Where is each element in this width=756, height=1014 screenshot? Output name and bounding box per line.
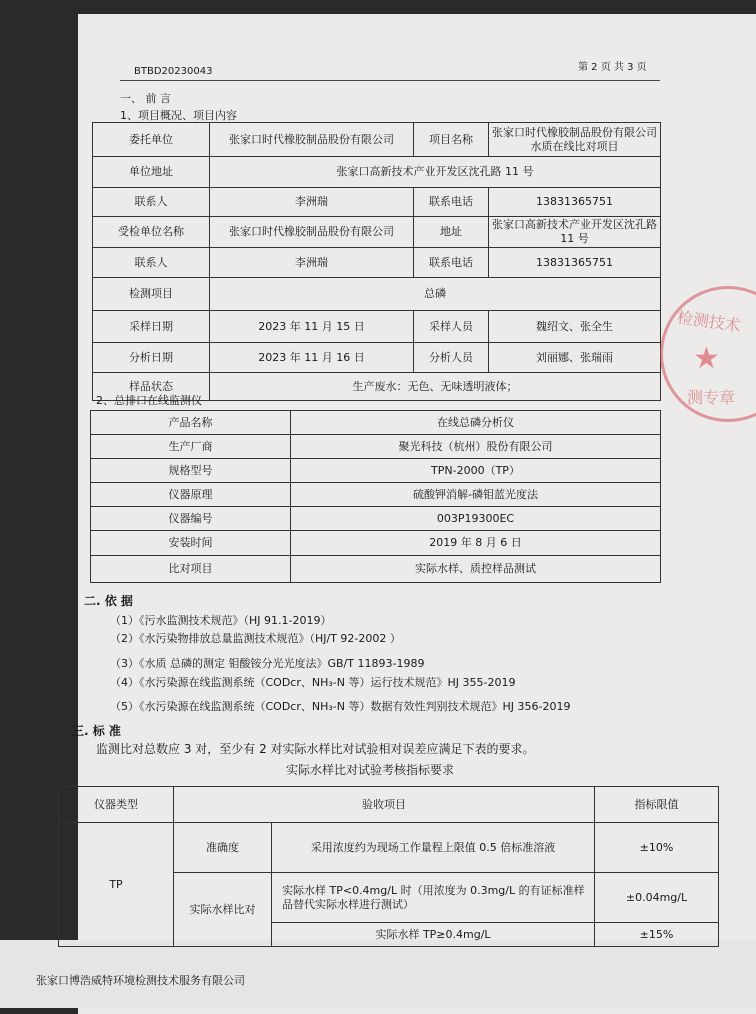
cell-accuracy-limit: ±10% <box>595 823 719 873</box>
instrument-row <box>91 411 661 435</box>
cell-compare-desc-2: 实际水样 TP≥0.4mg/L <box>272 923 595 947</box>
reference-2: （2）《水污染物排放总量监测技术规范》（HJ/T 92-2002 ） <box>110 632 401 645</box>
reference-4: （4）《水污染源在线监测系统（CODcr、NH₃-N 等）运行技术规范》HJ 355-2019 <box>110 676 516 689</box>
cell-contact2-label: 联系人 <box>93 248 210 278</box>
header-instrument-type: 仪器类型 <box>59 787 174 823</box>
instrument-row <box>91 556 661 583</box>
cell-addr: 张家口高新技术产业开发区沈孔路 11 号 <box>489 217 661 248</box>
subsection-1-1: 1、项目概况、项目内容 <box>120 109 237 122</box>
footer-company: 张家口博浩威特环境检测技术服务有限公司 <box>36 974 245 987</box>
reference-5: （5）《水污染源在线监测系统（CODcr、NH₃-N 等）数据有效性判别技术规范》HJ 356-2019 <box>110 700 571 713</box>
section-2-title: 二. 依 据 <box>84 594 133 608</box>
cell-sample-state-label: 样品状态 <box>93 373 210 401</box>
cell-item: 总磷 <box>210 278 661 311</box>
cell-contact-label: 联系人 <box>93 188 210 217</box>
cell-compare-label: 实际水样比对 <box>174 873 272 947</box>
cell-instrument-type: TP <box>59 823 174 947</box>
standard-table-title: 实际水样比对试验考核指标要求 <box>286 763 455 777</box>
cell-sampling-date: 2023 年 11 月 15 日 <box>210 311 414 343</box>
cell-accuracy-desc: 采用浓度约为现场工作量程上限值 0.5 倍标准溶液 <box>272 823 595 873</box>
section-3-text: 监测比对总数应 3 对，至少有 2 对实际水样比对试验相对误差应满足下表的要求。 <box>96 742 535 756</box>
instrument-row-label: 比对项目 <box>91 556 291 583</box>
instrument-row-value: 2019 年 8 月 6 日 <box>291 531 661 556</box>
cell-sampling-date-label: 采样日期 <box>93 311 210 343</box>
cell-compare-limit-1: ±0.04mg/L <box>595 873 719 923</box>
instrument-row-label: 仪器编号 <box>91 507 291 531</box>
cell-samplers-label: 采样人员 <box>414 311 489 343</box>
cell-phone: 13831365751 <box>489 188 661 217</box>
cell-analysis-date: 2023 年 11 月 16 日 <box>210 343 414 373</box>
subsection-1-2: 2、总排口在线监测仪 <box>96 394 202 407</box>
cell-contact: 李洲瑞 <box>210 188 414 217</box>
section-1-title: 一、 前 言 <box>120 92 171 105</box>
cell-sample-state: 生产废水：无色、无味透明液体； <box>210 373 661 401</box>
header-limit: 指标限值 <box>595 787 719 823</box>
instrument-row <box>91 459 661 483</box>
instrument-row <box>91 435 661 459</box>
instrument-table <box>90 410 661 583</box>
stamp-text-top: 检测技术 <box>675 307 742 336</box>
page-info: 第 2 页 共 3 页 <box>578 62 647 73</box>
stamp-text-bottom: 测专章 <box>687 388 736 407</box>
instrument-row <box>91 531 661 556</box>
instrument-row-value: 聚光科技（杭州）股份有限公司 <box>291 435 661 459</box>
reference-1: （1）《污水监测技术规范》（HJ 91.1-2019） <box>110 614 332 627</box>
cell-project-name: 张家口时代橡胶制品股份有限公司水质在线比对项目 <box>489 123 661 157</box>
cell-client-label: 委托单位 <box>93 123 210 157</box>
cell-inspected: 张家口时代橡胶制品股份有限公司 <box>210 217 414 248</box>
star-icon: ★ <box>693 341 720 376</box>
cell-phone2-label: 联系电话 <box>414 248 489 278</box>
cell-samplers: 魏绍文、张全生 <box>489 311 661 343</box>
instrument-row-label: 仪器原理 <box>91 483 291 507</box>
header-acceptance-item: 验收项目 <box>174 787 595 823</box>
cell-compare-limit-2: ±15% <box>595 923 719 947</box>
cell-item-label: 检测项目 <box>93 278 210 311</box>
cell-unit-addr-label: 单位地址 <box>93 157 210 188</box>
instrument-row-label: 规格型号 <box>91 459 291 483</box>
cell-phone-label: 联系电话 <box>414 188 489 217</box>
header-rule <box>120 80 660 81</box>
cell-contact2: 李洲瑞 <box>210 248 414 278</box>
cell-unit-addr: 张家口高新技术产业开发区沈孔路 11 号 <box>210 157 661 188</box>
cell-addr-label: 地址 <box>414 217 489 248</box>
reference-3: （3）《水质 总磷的测定 钼酸铵分光光度法》GB/T 11893-1989 <box>110 657 425 670</box>
cell-phone2: 13831365751 <box>489 248 661 278</box>
cell-analysis-date-label: 分析日期 <box>93 343 210 373</box>
cell-project-name-label: 项目名称 <box>414 123 489 157</box>
instrument-row-value: 003P19300EC <box>291 507 661 531</box>
instrument-row-label: 生产厂商 <box>91 435 291 459</box>
cell-analysts: 刘丽娜、张瑞雨 <box>489 343 661 373</box>
cell-client: 张家口时代橡胶制品股份有限公司 <box>210 123 414 157</box>
cell-accuracy-label: 准确度 <box>174 823 272 873</box>
instrument-row <box>91 507 661 531</box>
instrument-row-label: 产品名称 <box>91 411 291 435</box>
instrument-row-value: 在线总磷分析仪 <box>291 411 661 435</box>
instrument-row-value: 硫酸钾消解-磷钼蓝光度法 <box>291 483 661 507</box>
cell-compare-desc-1: 实际水样 TP<0.4mg/L 时（用浓度为 0.3mg/L 的有证标准样品替代实际水样进行测试） <box>272 873 595 923</box>
cell-analysts-label: 分析人员 <box>414 343 489 373</box>
instrument-row-label: 安装时间 <box>91 531 291 556</box>
instrument-row-value: 实际水样、质控样品测试 <box>291 556 661 583</box>
project-info-table <box>92 122 661 401</box>
section-3-title: 三. 标 准 <box>72 724 121 738</box>
instrument-row-value: TPN-2000（TP） <box>291 459 661 483</box>
doc-number: BTBD20230043 <box>134 66 213 77</box>
cell-inspected-label: 受检单位名称 <box>93 217 210 248</box>
standard-table <box>58 786 719 947</box>
instrument-row <box>91 483 661 507</box>
